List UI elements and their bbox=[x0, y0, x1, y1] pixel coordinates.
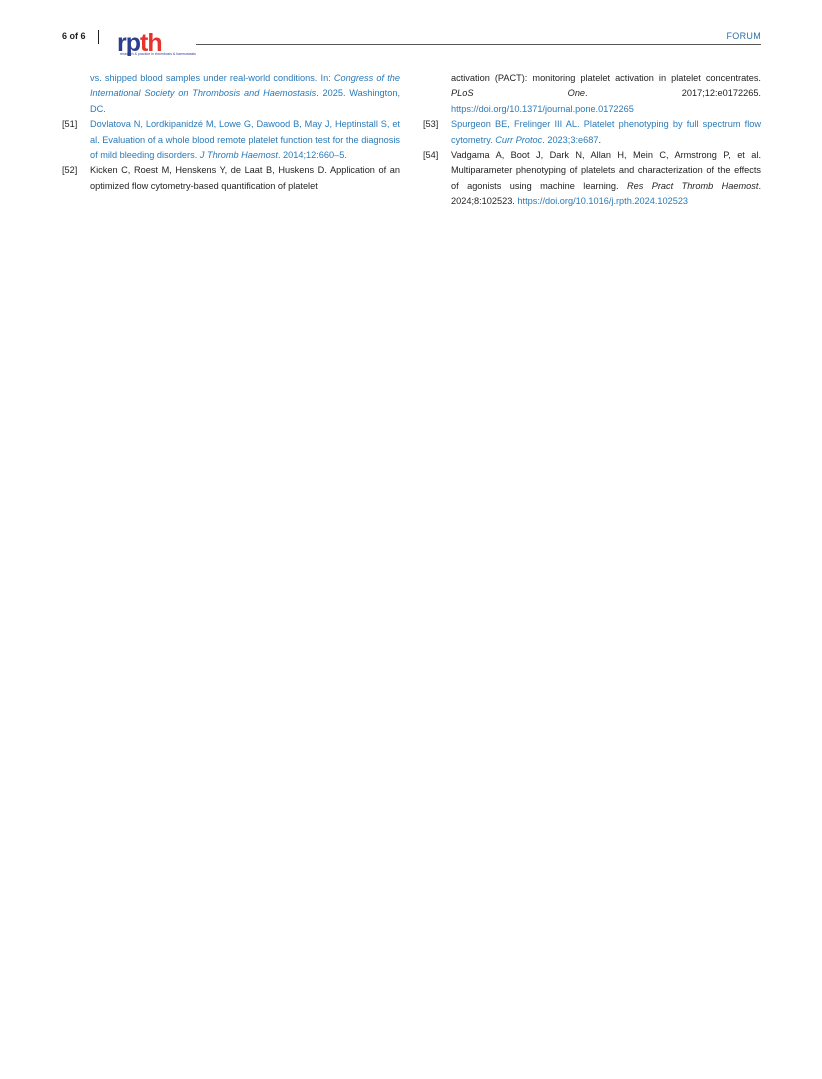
reference-number: [54] bbox=[423, 150, 439, 161]
reference-link[interactable]: Dovlatova N, Lordkipanidzé M, Lowe G, Dawood B, May J, Heptinstall S, et al. Evaluation of a whole blood remote platelet function test for the diagnosis of mild bleeding disorders. J Thromb Haemost. 2014;12:660–5. bbox=[90, 119, 401, 161]
header-divider bbox=[98, 30, 99, 44]
reference-number: [53] bbox=[423, 119, 439, 130]
right-column bbox=[423, 71, 761, 210]
reference-text: Kicken C, Roest M, Henskens Y, de Laat B, Huskens D. Application of an optimized flow cytometry-based quantification of platelet bbox=[90, 165, 400, 191]
reference-53: [53] Spurgeon BE, Frelinger III AL. Platelet phenotyping by full spectrum flow cytometry. Curr Protoc. 2023;3:e687. bbox=[423, 119, 761, 145]
section-label: FORUM bbox=[726, 31, 761, 41]
doi-link[interactable]: https://doi.org/10.1016/j.rpth.2024.102523 bbox=[517, 196, 689, 207]
page-number: 6 of 6 bbox=[62, 31, 86, 41]
reference-52 bbox=[62, 163, 400, 194]
doi-link[interactable]: https://doi.org/10.1371/journal.pone.0172265 bbox=[451, 103, 634, 114]
reference-continuation: activation (PACT): monitoring platelet activation in platelet concentrates. PLoS One. 2017;12:e0172265. https://doi.org/10.1371/journal.pone.0172265 bbox=[451, 73, 761, 114]
reference-number: [52] bbox=[62, 165, 78, 176]
reference-continuation: vs. shipped blood samples under real-world conditions. In: Congress of the International Society on Thrombosis and Haemostasis. 2025. Washington, DC. bbox=[90, 73, 400, 114]
rpth-logo bbox=[114, 28, 198, 60]
reference-54: [54] Vadgama A, Boot J, Dark N, Allan H, Mein C, Armstrong P, et al. Multiparameter phenotyping of platelets and characterization of the effects of agonists using machine learning. Res Pract Thromb Haemost. 2024;8:102523. https://doi.org/10.1016/j.rpth.2024.102523 bbox=[423, 150, 761, 207]
left-column bbox=[62, 71, 400, 194]
logo-subtitle: research & practice in thrombosis & haemostasis bbox=[120, 52, 196, 56]
reference-51 bbox=[62, 117, 400, 163]
page-header bbox=[62, 28, 761, 62]
header-rule bbox=[196, 44, 761, 45]
reference-number: [51] bbox=[62, 119, 78, 130]
logo-wordmark: rpth bbox=[117, 29, 162, 57]
reference-link[interactable]: Spurgeon BE, Frelinger III AL. Platelet phenotyping by full spectrum flow cytometry. Curr Protoc. 2023;3:e687 bbox=[451, 119, 761, 145]
